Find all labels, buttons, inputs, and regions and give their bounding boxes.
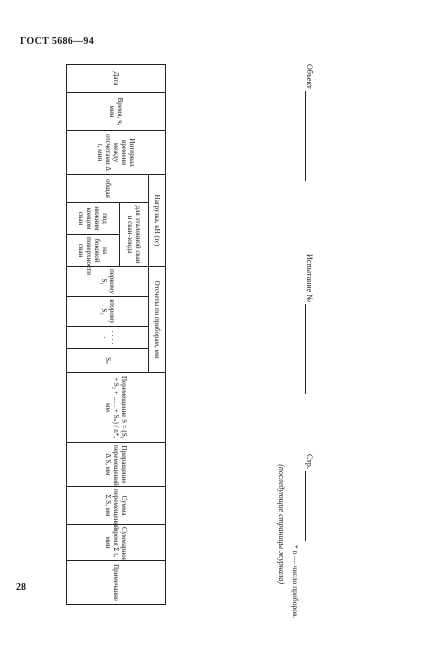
col-reading-first: первому S₁	[67, 267, 149, 297]
object-blank	[305, 91, 314, 181]
page-label: Стр.	[305, 454, 314, 469]
col-readings-group: Отсчеты по приборам, мм	[149, 267, 166, 373]
page-field	[305, 454, 314, 541]
test-field	[305, 254, 314, 394]
col-total-time: Суммарное время Σ t, мин	[67, 525, 166, 561]
col-reading-dots: · · · · ·	[67, 327, 149, 349]
object-label: Объект	[305, 64, 314, 89]
object-field	[305, 64, 314, 181]
col-load-side: на боковой поверхности сваи	[67, 235, 120, 267]
col-interval: Интервал времени между отсчетами Δ t, мин	[67, 131, 166, 175]
journal-table	[66, 64, 166, 605]
col-sum-disp: Сумма перемещений Σ S, мм	[67, 487, 166, 525]
col-reading-n: Sₙ	[67, 349, 149, 373]
col-load-bottom: под нижним концом сваи	[67, 203, 120, 235]
col-notes: Примечание	[67, 561, 166, 605]
col-displacement: Перемещение S = (S₁ + S₂ + ...... + Sₙ) / n*, мм	[67, 373, 166, 443]
test-label: Испытание №	[305, 254, 314, 302]
col-increment: Приращение перемещений Δ S, мм	[67, 443, 166, 487]
test-blank	[305, 304, 314, 394]
col-load-total: общая	[67, 175, 149, 203]
col-reading-second: второму S₂	[67, 297, 149, 327]
rotated-journal-page	[56, 64, 316, 601]
col-time: Время, ч, мин	[67, 93, 166, 131]
page-header: ГОСТ 5686—94	[20, 36, 95, 47]
col-date: Дата	[67, 65, 166, 93]
page-number: 28	[16, 582, 26, 593]
col-load-ref-group: для эталонной сваи и сваи-зонда	[120, 203, 149, 267]
journal-subtitle: (последующие страницы журнала)	[277, 464, 286, 584]
page-blank	[305, 471, 314, 541]
footnote: * n — число приборов.	[291, 545, 300, 619]
journal-meta-row	[298, 64, 316, 584]
col-load-group: Нагрузка, кН (тс)	[149, 175, 166, 267]
